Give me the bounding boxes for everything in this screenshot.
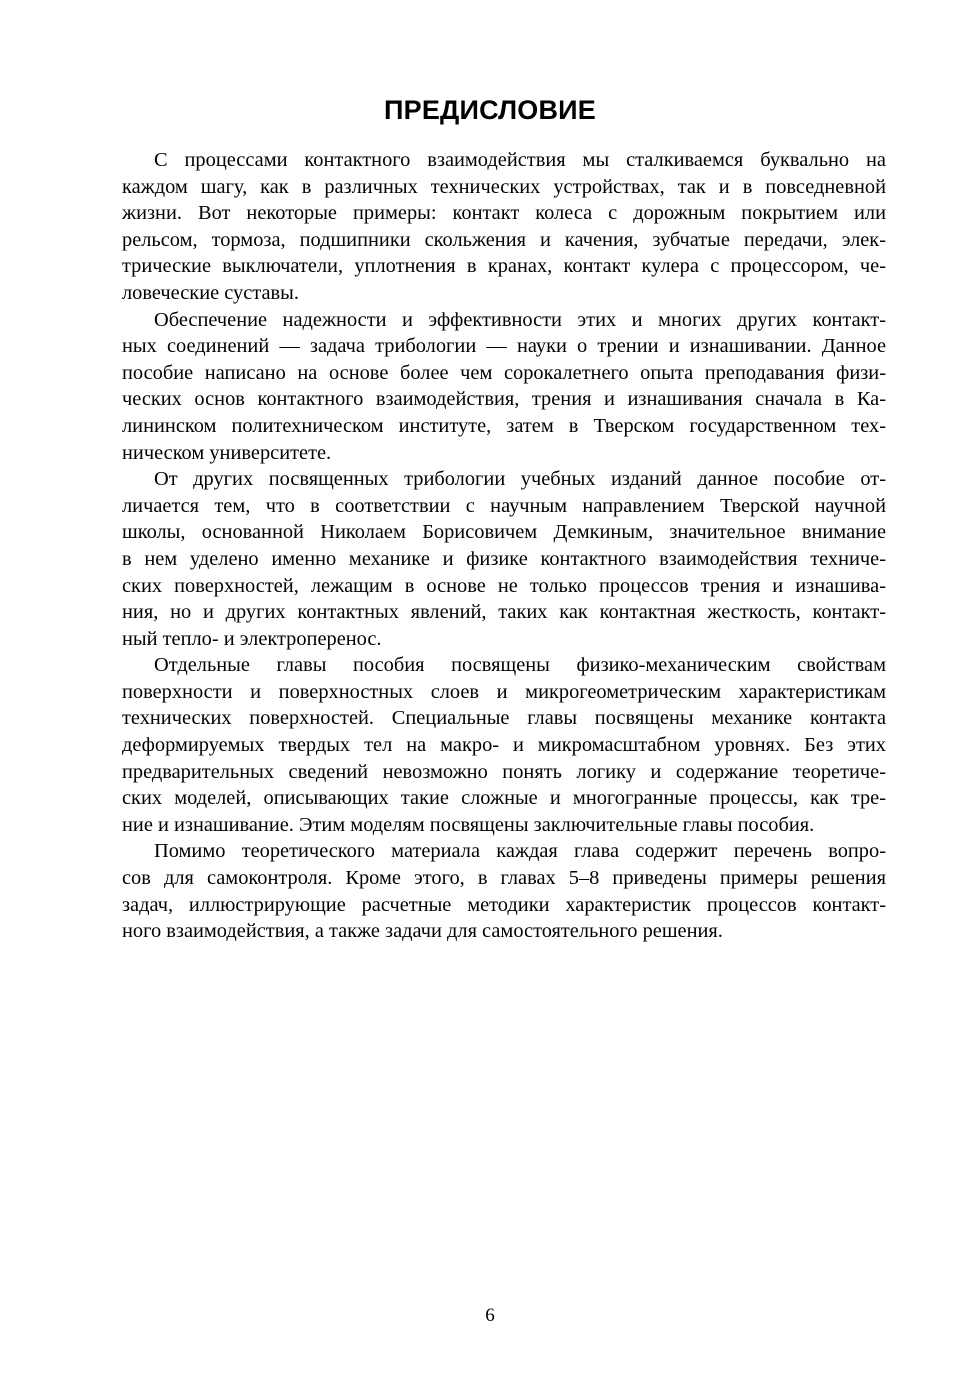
paragraph-3 [122,466,886,652]
text-line: пособие написано на основе более чем сорокалетнего опыта преподавания физи- [122,361,886,384]
text-line: лининском политехническом институте, затем в Тверском государственном тех- [122,414,886,437]
body-text [122,147,886,945]
text-line: жизни. Вот некоторые примеры: контакт колеса с дорожным покрытием или [122,202,886,225]
paragraph-5 [122,838,886,944]
text-line: задач, иллюстрирующие расчетные методики характеристик процессов контакт- [122,893,886,916]
text-line: рельсом, тормоза, подшипники скольжения и качения, зубчатые передачи, элек- [122,228,886,251]
text-line: ских поверхностей, лежащим в основе не только процессов трения и изнашива- [122,574,886,597]
text-line: технических поверхностей. Специальные главы посвящены механике контакта [122,707,886,730]
text-line: ских моделей, описывающих такие сложные и многогранные процессы, как тре- [122,787,886,810]
text-line: ный тепло- и электроперенос. [122,627,382,650]
page-title: ПРЕДИСЛОВИЕ [384,95,596,125]
text-line: сов для самоконтроля. Кроме этого, в главах 5–8 приведены примеры решения [122,867,886,890]
text-line: трические выключатели, уплотнения в кранах, контакт кулера с процессором, че- [122,255,886,278]
text-line: От других посвященных трибологии учебных изданий данное пособие от- [154,468,886,491]
text-line: поверхности и поверхностных слоев и микрогеометрическим характеристикам [122,680,886,703]
paragraph-1 [122,147,886,307]
text-line: ческих основ контактного взаимодействия, трения и изнашивания сначала в Ка- [122,388,886,411]
text-line: ных соединений — задача трибологии — науки о трении и изнашивании. Данное [122,335,886,358]
text-line: Отдельные главы пособия посвящены физико-механическим свойствам [154,654,886,677]
text-line: ние и изнашивание. Этим моделям посвящены заключительные главы пособия. [122,813,815,836]
text-line: ловеческие суставы. [122,281,299,304]
text-line: деформируемых твердых тел на макро- и микромасштабном уровнях. Без этих [122,734,886,757]
text-line: школы, основанной Николаем Борисовичем Демкиным, значительное внимание [122,521,886,544]
page-number: 6 [485,1305,495,1326]
text-line: Помимо теоретического материала каждая глава содержит перечень вопро- [154,840,886,863]
text-line: ного взаимодействия, а также задачи для самостоятельного решения. [122,920,723,943]
text-line: личается тем, что в соответствии с научным направлением Тверской научной [122,494,886,517]
text-line: каждом шагу, как в различных технических устройствах, так и в повседневной [122,175,886,198]
paragraph-4 [122,652,886,838]
text-line: Обеспечение надежности и эффективности этих и многих других контакт- [154,308,886,331]
text-line: ническом университете. [122,441,332,464]
text-line: ния, но и других контактных явлений, таких как контактная жесткость, контакт- [122,601,886,624]
text-line: С процессами контактного взаимодействия мы сталкиваемся буквально на [154,149,886,171]
text-line: в нем уделено именно механике и физике контактного взаимодействия техниче- [122,547,886,570]
text-line: предварительных сведений невозможно понять логику и содержание теоретиче- [122,760,886,783]
paragraph-2 [122,307,886,467]
